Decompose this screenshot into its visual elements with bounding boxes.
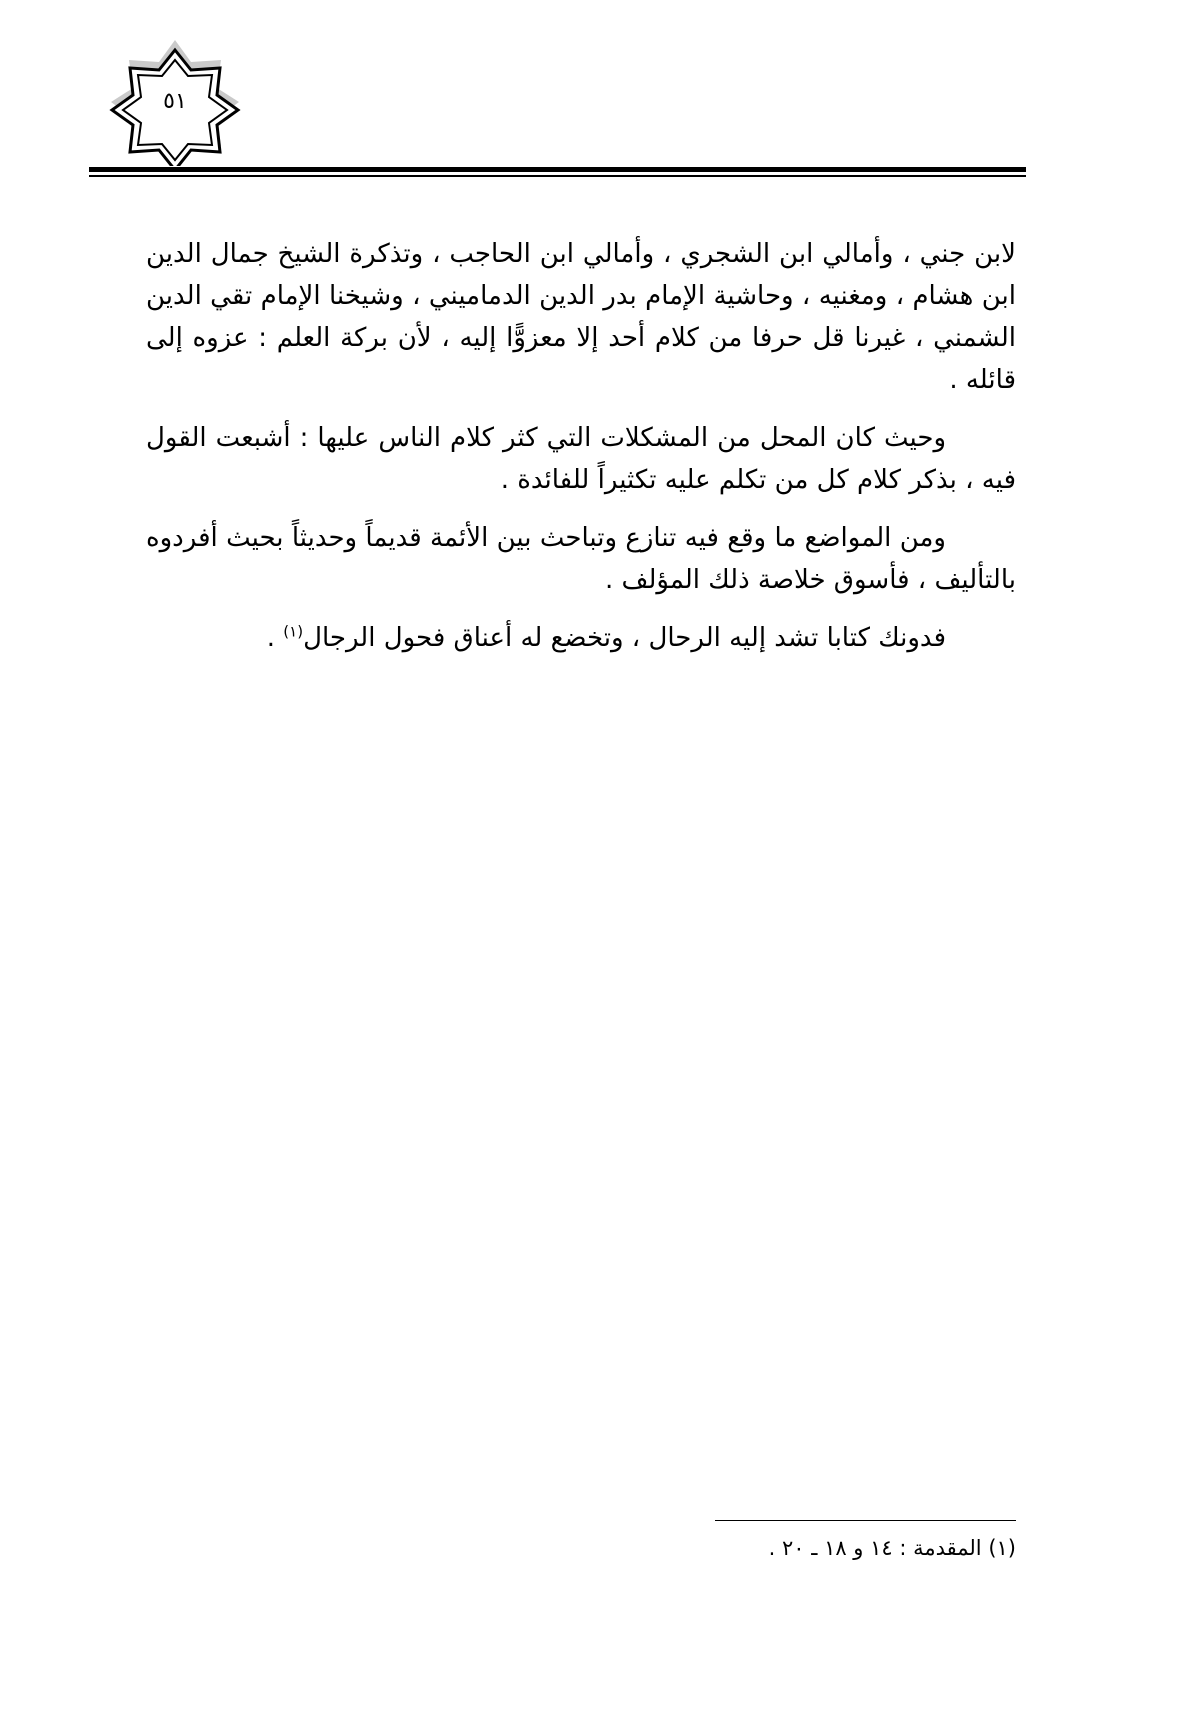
header-rule: [89, 167, 1026, 172]
paragraph-1: لابن جني ، وأمالي ابن الشجري ، وأمالي ابن الحاجب ، وتذكرة الشيخ جمال الدين ابن هشام ، ومغنيه ، وحاشية الإمام بدر الدين الدماميني ، وشيخنا الإمام تقي الدين الشمني ، غيرنا قل حرفا من كلام أحد إلا معزوًّا إليه ، لأن بركة العلم : عزوه إلى قائله .: [146, 239, 1016, 395]
page-number: ٥١: [163, 89, 187, 114]
footnote-reference[interactable]: (١): [283, 622, 304, 641]
footnote: (١) المقدمة : ١٤ و ١٨ ـ ٢٠ .: [768, 1536, 1016, 1560]
paragraph-4-end: .: [266, 623, 284, 653]
paragraph-3: ومن المواضع ما وقع فيه تنازع وتباحث بين الأئمة قديماً وحديثاً بحيث أفردوه بالتأليف ، فأسوق خلاصة ذلك المؤلف .: [146, 523, 1016, 595]
footnote-rule: [715, 1520, 1016, 1521]
paragraph-4-text: فدونك كتابا تشد إليه الرحال ، وتخضع له أعناق فحول الرجال: [303, 623, 946, 653]
page-number-ornament: [100, 36, 250, 166]
header-rule-secondary: [89, 175, 1026, 177]
body-text: [146, 233, 1016, 675]
paragraph-2: وحيث كان المحل من المشكلات التي كثر كلام الناس عليها : أشبعت القول فيه ، بذكر كلام كل من تكلم عليه تكثيراً للفائدة .: [146, 423, 1016, 495]
paragraph-4: [146, 617, 1016, 659]
